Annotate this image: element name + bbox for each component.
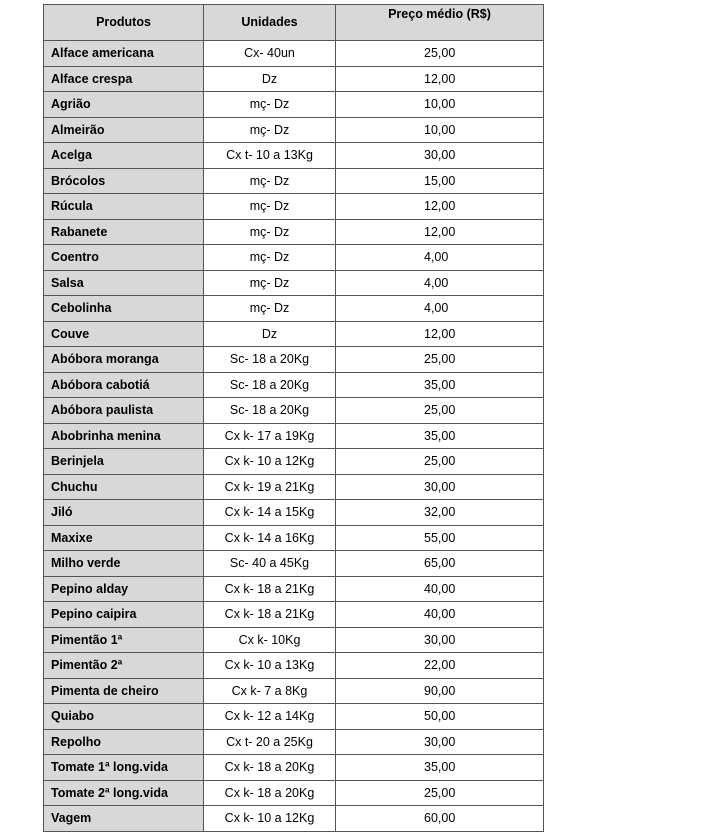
price-cell: 32,00 <box>336 500 544 526</box>
price-cell: 25,00 <box>336 347 544 373</box>
unit-cell: Cx k- 10 a 12Kg <box>204 449 336 475</box>
unit-cell: Cx k- 19 a 21Kg <box>204 474 336 500</box>
unit-cell: mç- Dz <box>204 296 336 322</box>
table-row <box>44 372 544 398</box>
product-cell: Abóbora paulista <box>44 398 204 424</box>
table-row <box>44 219 544 245</box>
table-row <box>44 449 544 475</box>
product-cell: Quiabo <box>44 704 204 730</box>
unit-cell: Sc- 18 a 20Kg <box>204 347 336 373</box>
unit-cell: mç- Dz <box>204 270 336 296</box>
table-row <box>44 500 544 526</box>
unit-cell: Cx k- 10Kg <box>204 627 336 653</box>
unit-cell: Cx k- 18 a 21Kg <box>204 602 336 628</box>
price-cell: 12,00 <box>336 66 544 92</box>
table-row <box>44 92 544 118</box>
table-row <box>44 117 544 143</box>
header-produtos: Produtos <box>44 5 204 41</box>
price-cell: 50,00 <box>336 704 544 730</box>
table-row <box>44 321 544 347</box>
unit-cell: Sc- 18 a 20Kg <box>204 372 336 398</box>
product-cell: Vagem <box>44 806 204 832</box>
table-row <box>44 653 544 679</box>
table-row <box>44 296 544 322</box>
unit-cell: mç- Dz <box>204 245 336 271</box>
product-cell: Abóbora moranga <box>44 347 204 373</box>
table-row <box>44 66 544 92</box>
unit-cell: Cx k- 18 a 20Kg <box>204 780 336 806</box>
product-cell: Tomate 1ª long.vida <box>44 755 204 781</box>
table-row <box>44 602 544 628</box>
product-cell: Abobrinha menina <box>44 423 204 449</box>
unit-cell: Cx k- 17 a 19Kg <box>204 423 336 449</box>
product-cell: Pimentão 2ª <box>44 653 204 679</box>
price-cell: 65,00 <box>336 551 544 577</box>
table-row <box>44 398 544 424</box>
table-row <box>44 270 544 296</box>
product-cell: Cebolinha <box>44 296 204 322</box>
product-cell: Couve <box>44 321 204 347</box>
price-cell: 35,00 <box>336 372 544 398</box>
product-cell: Pepino alday <box>44 576 204 602</box>
product-cell: Maxixe <box>44 525 204 551</box>
product-cell: Tomate 2ª long.vida <box>44 780 204 806</box>
unit-cell: Cx k- 7 a 8Kg <box>204 678 336 704</box>
unit-cell: Dz <box>204 66 336 92</box>
product-cell: Salsa <box>44 270 204 296</box>
table-row <box>44 168 544 194</box>
table-row <box>44 806 544 832</box>
price-cell: 25,00 <box>336 449 544 475</box>
price-cell: 10,00 <box>336 92 544 118</box>
price-cell: 15,00 <box>336 168 544 194</box>
price-cell: 60,00 <box>336 806 544 832</box>
price-cell: 30,00 <box>336 729 544 755</box>
product-cell: Rabanete <box>44 219 204 245</box>
price-cell: 30,00 <box>336 143 544 169</box>
product-cell: Pimenta de cheiro <box>44 678 204 704</box>
unit-cell: Cx k- 18 a 21Kg <box>204 576 336 602</box>
unit-cell: Dz <box>204 321 336 347</box>
product-cell: Agrião <box>44 92 204 118</box>
product-cell: Pepino caipira <box>44 602 204 628</box>
unit-cell: Cx k- 12 a 14Kg <box>204 704 336 730</box>
price-cell: 12,00 <box>336 219 544 245</box>
table-row <box>44 41 544 67</box>
product-cell: Abóbora cabotiá <box>44 372 204 398</box>
table-body <box>44 41 544 832</box>
product-cell: Coentro <box>44 245 204 271</box>
unit-cell: Cx- 40un <box>204 41 336 67</box>
price-cell: 55,00 <box>336 525 544 551</box>
unit-cell: mç- Dz <box>204 92 336 118</box>
table-row <box>44 678 544 704</box>
price-cell: 35,00 <box>336 423 544 449</box>
table-row <box>44 755 544 781</box>
product-cell: Berinjela <box>44 449 204 475</box>
product-cell: Chuchu <box>44 474 204 500</box>
unit-cell: Cx k- 10 a 12Kg <box>204 806 336 832</box>
product-cell: Jiló <box>44 500 204 526</box>
product-cell: Rúcula <box>44 194 204 220</box>
table-row <box>44 729 544 755</box>
table-row <box>44 551 544 577</box>
unit-cell: Cx k- 18 a 20Kg <box>204 755 336 781</box>
price-cell: 4,00 <box>336 296 544 322</box>
price-cell: 40,00 <box>336 576 544 602</box>
price-cell: 25,00 <box>336 398 544 424</box>
price-cell: 90,00 <box>336 678 544 704</box>
price-cell: 4,00 <box>336 245 544 271</box>
price-cell: 35,00 <box>336 755 544 781</box>
product-cell: Repolho <box>44 729 204 755</box>
unit-cell: Cx t- 10 a 13Kg <box>204 143 336 169</box>
table-row <box>44 780 544 806</box>
table-row <box>44 143 544 169</box>
price-table <box>43 4 544 832</box>
table-row <box>44 627 544 653</box>
unit-cell: Sc- 40 a 45Kg <box>204 551 336 577</box>
product-cell: Brócolos <box>44 168 204 194</box>
price-cell: 25,00 <box>336 780 544 806</box>
table-row <box>44 474 544 500</box>
unit-cell: Cx k- 14 a 15Kg <box>204 500 336 526</box>
unit-cell: Cx k- 10 a 13Kg <box>204 653 336 679</box>
product-cell: Almeirão <box>44 117 204 143</box>
header-unidades: Unidades <box>204 5 336 41</box>
product-cell: Alface americana <box>44 41 204 67</box>
product-cell: Pimentão 1ª <box>44 627 204 653</box>
product-cell: Milho verde <box>44 551 204 577</box>
price-cell: 25,00 <box>336 41 544 67</box>
product-cell: Acelga <box>44 143 204 169</box>
unit-cell: mç- Dz <box>204 168 336 194</box>
table-row <box>44 704 544 730</box>
price-cell: 22,00 <box>336 653 544 679</box>
table-row <box>44 245 544 271</box>
unit-cell: mç- Dz <box>204 219 336 245</box>
price-cell: 10,00 <box>336 117 544 143</box>
price-cell: 12,00 <box>336 194 544 220</box>
table-row <box>44 347 544 373</box>
price-cell: 4,00 <box>336 270 544 296</box>
unit-cell: Cx t- 20 a 25Kg <box>204 729 336 755</box>
unit-cell: mç- Dz <box>204 194 336 220</box>
table-row <box>44 423 544 449</box>
unit-cell: mç- Dz <box>204 117 336 143</box>
unit-cell: Sc- 18 a 20Kg <box>204 398 336 424</box>
header-row <box>44 5 544 41</box>
price-cell: 30,00 <box>336 474 544 500</box>
table-row <box>44 576 544 602</box>
price-cell: 12,00 <box>336 321 544 347</box>
price-cell: 30,00 <box>336 627 544 653</box>
unit-cell: Cx k- 14 a 16Kg <box>204 525 336 551</box>
header-preco-medio: Preço médio (R$) <box>336 5 544 41</box>
product-cell: Alface crespa <box>44 66 204 92</box>
price-cell: 40,00 <box>336 602 544 628</box>
table-row <box>44 194 544 220</box>
table-row <box>44 525 544 551</box>
